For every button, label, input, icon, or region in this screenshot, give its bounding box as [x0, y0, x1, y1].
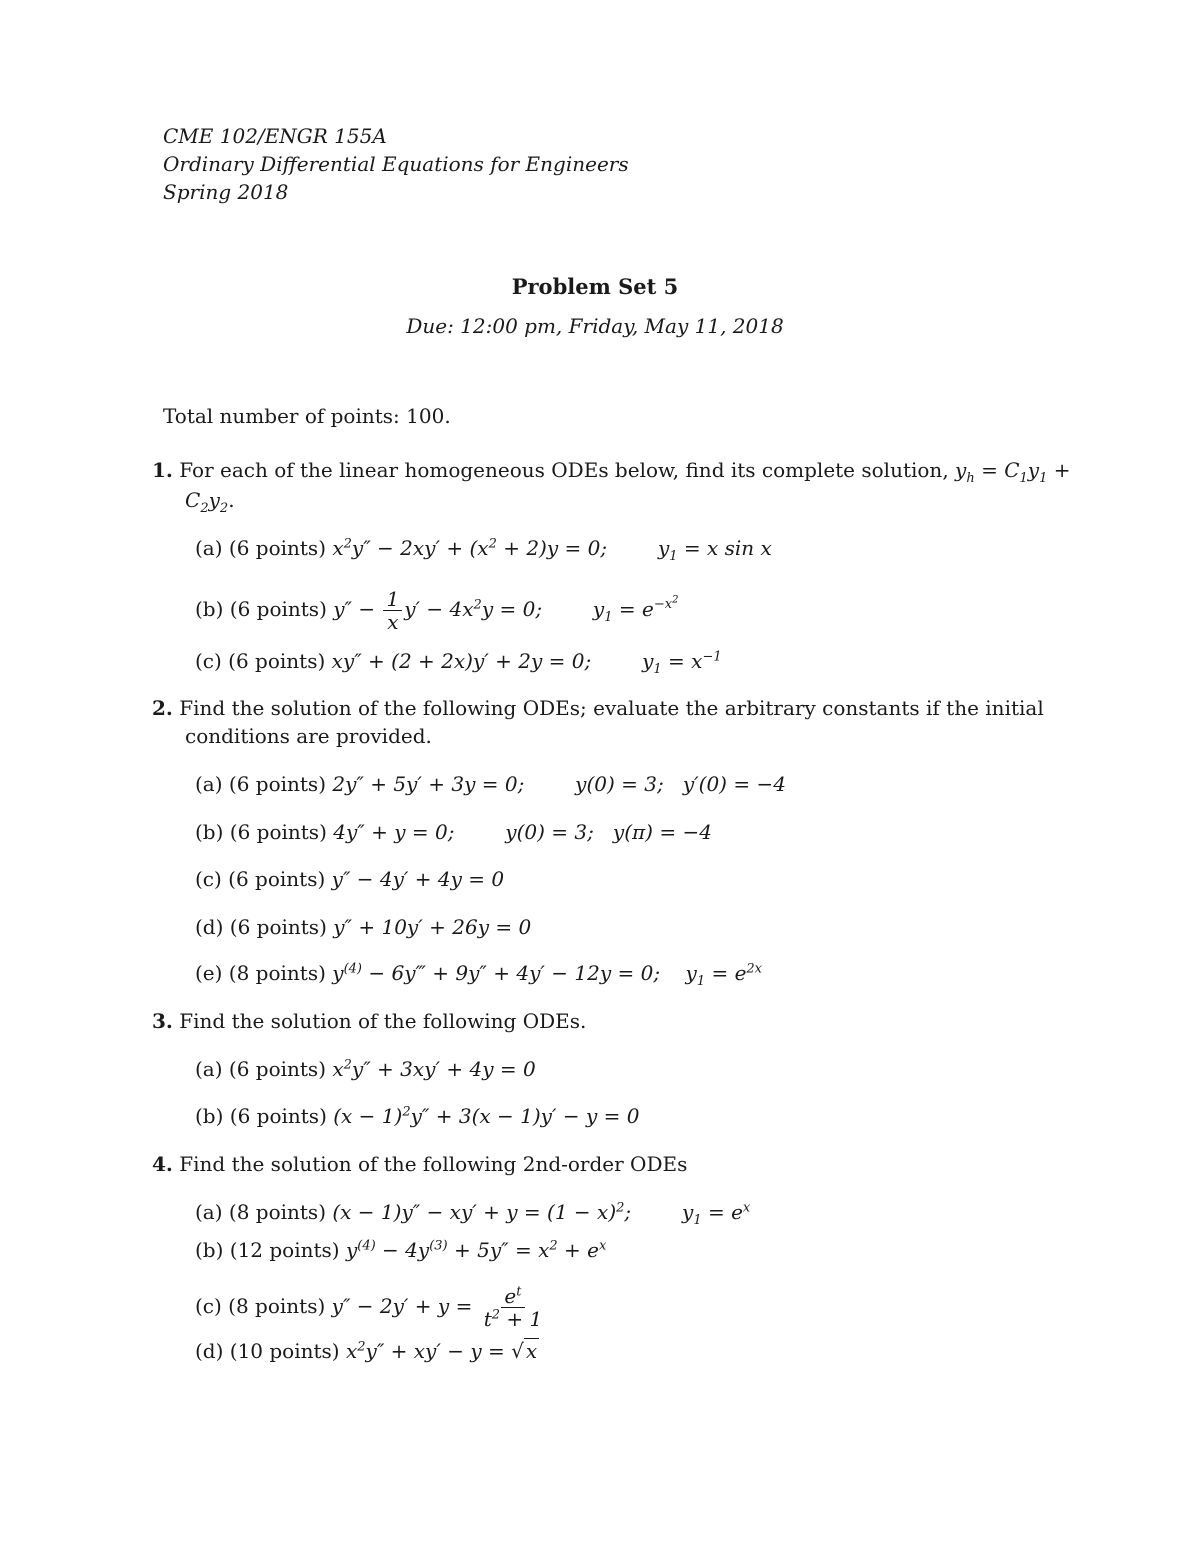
problem-3b [195, 1102, 639, 1130]
problem-3 [152, 1007, 586, 1035]
equation: y″ + 10y′ + 26y = 0 [333, 915, 532, 939]
problem-text: . [228, 488, 235, 512]
problem-2 [152, 694, 1044, 722]
problem-1b [195, 588, 678, 633]
part-label: (c) (8 points) [195, 1294, 326, 1318]
equation: $y^{(4)}$ − 6y‴ + 9y″ + 4y′ − 12y = 0; $y_1 = e^{2x}$ [332, 961, 763, 989]
problem-2b [195, 818, 712, 846]
problem-2a [195, 770, 786, 798]
part-label: (b) (12 points) [195, 1238, 340, 1262]
equation: 2y″ + 5y′ + 3y = 0; y(0) = 3; y′(0) = −4 [332, 772, 786, 796]
problem-1 [152, 456, 1071, 484]
part-label: (d) (10 points) [195, 1339, 340, 1363]
part-label: (a) (8 points) [195, 1200, 326, 1224]
part-label: (b) (6 points) [195, 1104, 327, 1128]
problem-text: Find the solution of the following ODEs. [179, 1009, 587, 1033]
part-label: (b) (6 points) [195, 820, 327, 844]
problem-text: Find the solution of the following ODEs; evaluate the arbitrary constants if the initial [179, 696, 1044, 720]
problem-2d [195, 913, 531, 941]
course-title: Ordinary Differential Equations for Engineers [163, 152, 629, 176]
equation: y″ − 4y′ + 4y = 0 [331, 867, 505, 891]
problem-number: 2. [152, 696, 173, 720]
equation: y″ − $\frac{1}{x}$ $y' - 4x^2y = 0$; $y_1 = e^{-x^2}$ [333, 587, 679, 634]
total-points: Total number of points: 100. [163, 404, 451, 428]
equation: $x^2y'' + xy' - y$ = √ x [345, 1339, 538, 1363]
problem-4c [195, 1285, 547, 1330]
equation: y″ − 2y′ + y = $\frac{e^t}{t^2 + 1}$ [331, 1284, 543, 1331]
course-term: Spring 2018 [163, 180, 289, 204]
part-label: (c) (6 points) [195, 867, 326, 891]
equation: $y_h = C_1y_1$ + [955, 458, 1071, 486]
problem-4a [195, 1198, 750, 1226]
equation: $(x - 1)y'' - xy' + y = (1 - x)^2$; $y_1 = e^x$ [332, 1200, 751, 1228]
part-label: (c) (6 points) [195, 649, 326, 673]
part-label: (b) (6 points) [195, 597, 327, 621]
problem-3a [195, 1055, 536, 1083]
equation: $x^2y'' - 2xy' + (x^2 + 2)y = 0$; $y_1 = x$ sin x [332, 536, 772, 564]
problem-4b [195, 1236, 606, 1264]
course-code: CME 102/ENGR 155A [163, 124, 387, 148]
equation: xy″ + (2 + 2x)y′ + 2y = 0; $y_1 = x^{-1}$ [331, 649, 722, 677]
problem-2e [195, 959, 762, 987]
problem-number: 1. [152, 458, 173, 482]
equation: 4y″ + y = 0; y(0) = 3; y(π) = −4 [333, 820, 712, 844]
part-label: (e) (8 points) [195, 961, 326, 985]
part-label: (a) (6 points) [195, 1057, 326, 1081]
problem-1-cont [185, 486, 235, 514]
problem-4d [195, 1337, 539, 1365]
page-title: Problem Set 5 [511, 274, 679, 299]
part-label: (a) (6 points) [195, 536, 326, 560]
problem-2-cont [185, 722, 432, 750]
problem-text: Find the solution of the following 2nd-order ODEs [179, 1152, 688, 1176]
part-label: (d) (6 points) [195, 915, 327, 939]
equation: $x^2y'' + 3xy' + 4y = 0$ [332, 1057, 536, 1081]
problem-2c [195, 865, 504, 893]
equation: $y^{(4)} - 4y^{(3)} + 5y'' = x^2 + e^x$ [345, 1238, 607, 1262]
problem-4 [152, 1150, 687, 1178]
part-label: (a) (6 points) [195, 772, 326, 796]
problem-1c [195, 647, 722, 675]
problem-text: conditions are provided. [185, 724, 432, 748]
problem-1a [195, 534, 772, 562]
course-header [163, 122, 629, 206]
equation: $(x - 1)^2y'' + 3(x - 1)y' - y = 0$ [333, 1104, 640, 1128]
problem-number: 4. [152, 1152, 173, 1176]
equation: $C_2y_2$ [185, 488, 229, 516]
problem-text: For each of the linear homogeneous ODEs below, find its complete solution, [179, 458, 949, 482]
due-date: Due: 12:00 pm, Friday, May 11, 2018 [406, 314, 784, 338]
problem-number: 3. [152, 1009, 173, 1033]
